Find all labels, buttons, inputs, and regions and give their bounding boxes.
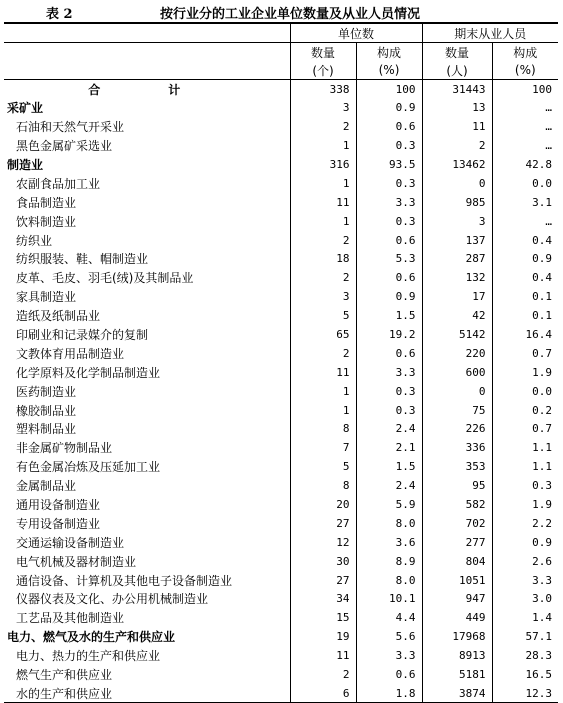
staff-composition: … <box>492 212 558 231</box>
table-row <box>4 382 558 401</box>
table-row <box>4 231 558 250</box>
staff-count: 11 <box>422 117 492 136</box>
industry-name: 农副食品加工业 <box>16 176 101 191</box>
industry-name: 造纸及纸制品业 <box>16 309 101 324</box>
unit-count: 7 <box>290 438 356 457</box>
header-composition-staff: 构成 <box>492 43 558 62</box>
staff-count: 3 <box>422 212 492 231</box>
table-row <box>4 287 558 306</box>
staff-composition: … <box>492 136 558 155</box>
staff-composition: 3.3 <box>492 571 558 590</box>
unit-composition: 10.1 <box>356 590 422 609</box>
table-row <box>4 438 558 457</box>
staff-composition: 1.9 <box>492 363 558 382</box>
unit-count: 3 <box>290 98 356 117</box>
staff-composition: 16.5 <box>492 665 558 684</box>
table-row <box>4 212 558 231</box>
staff-count: 3874 <box>422 684 492 703</box>
unit-count: 34 <box>290 590 356 609</box>
unit-count: 19 <box>290 627 356 646</box>
unit-composition: 2.4 <box>356 420 422 439</box>
table-row <box>4 401 558 420</box>
unit-composition: 0.3 <box>356 401 422 420</box>
staff-composition: 3.1 <box>492 193 558 212</box>
industry-name: 化学原料及化学制品制造业 <box>16 365 161 380</box>
staff-count: 137 <box>422 231 492 250</box>
staff-count: 600 <box>422 363 492 382</box>
staff-count: 226 <box>422 420 492 439</box>
table-row <box>4 363 558 382</box>
unit-count: 1 <box>290 174 356 193</box>
staff-composition: 2.6 <box>492 552 558 571</box>
industry-table <box>4 22 558 703</box>
industry-name: 通用设备制造业 <box>16 498 101 513</box>
unit-count: 316 <box>290 155 356 174</box>
staff-count: 17 <box>422 287 492 306</box>
table-row <box>4 684 558 703</box>
staff-composition: 1.1 <box>492 438 558 457</box>
header-quantity-units: 数量 <box>290 43 356 62</box>
staff-count: 985 <box>422 193 492 212</box>
unit-composition: 0.3 <box>356 136 422 155</box>
table-row <box>4 136 558 155</box>
table-row <box>4 325 558 344</box>
table-row <box>4 590 558 609</box>
unit-count: 18 <box>290 250 356 269</box>
unit-count: 2 <box>290 231 356 250</box>
unit-people-label: (人) <box>422 61 492 80</box>
unit-count: 5 <box>290 457 356 476</box>
table-row <box>4 420 558 439</box>
table-row <box>4 646 558 665</box>
title-row <box>0 0 563 20</box>
category-row <box>4 155 558 174</box>
staff-composition: 0.0 <box>492 174 558 193</box>
unit-percent-label: (%) <box>492 61 558 80</box>
unit-count: 1 <box>290 136 356 155</box>
unit-composition: 0.3 <box>356 212 422 231</box>
staff-composition: 0.4 <box>492 231 558 250</box>
industry-name: 皮革、毛皮、羽毛(绒)及其制品业 <box>16 271 194 286</box>
header-blank <box>4 23 290 43</box>
unit-count: 3 <box>290 287 356 306</box>
unit-composition: 1.5 <box>356 457 422 476</box>
industry-name: 水的生产和供应业 <box>4 684 290 703</box>
unit-composition: 0.3 <box>356 382 422 401</box>
table-row <box>4 344 558 363</box>
staff-composition: 0.1 <box>492 287 558 306</box>
staff-composition: 1.9 <box>492 495 558 514</box>
staff-count: 336 <box>422 438 492 457</box>
table-row <box>4 514 558 533</box>
table-row <box>4 665 558 684</box>
staff-composition: 0.7 <box>492 344 558 363</box>
industry-name: 石油和天然气开采业 <box>16 120 125 135</box>
table-row <box>4 476 558 495</box>
industry-name: 制造业 <box>7 158 44 172</box>
industry-name: 电力、热力的生产和供应业 <box>16 649 161 664</box>
staff-composition: 0.9 <box>492 250 558 269</box>
unit-count: 8 <box>290 476 356 495</box>
unit-count: 11 <box>290 646 356 665</box>
table-row <box>4 306 558 325</box>
industry-name: 医药制造业 <box>16 384 77 399</box>
staff-composition: 1.4 <box>492 608 558 627</box>
unit-composition: 8.0 <box>356 571 422 590</box>
unit-composition: 3.3 <box>356 193 422 212</box>
industry-name: 印刷业和记录媒介的复制 <box>16 328 149 343</box>
industry-name: 纺织业 <box>16 233 53 248</box>
industry-name: 饮料制造业 <box>16 214 77 229</box>
unit-composition: 1.8 <box>356 684 422 703</box>
unit-count: 2 <box>290 665 356 684</box>
unit-composition: 3.3 <box>356 646 422 665</box>
category-row <box>4 98 558 117</box>
staff-composition: 0.2 <box>492 401 558 420</box>
staff-composition: 1.1 <box>492 457 558 476</box>
table-body <box>4 80 558 703</box>
total-row <box>4 80 558 99</box>
unit-count: 1 <box>290 212 356 231</box>
industry-name: 交通运输设备制造业 <box>16 535 125 550</box>
unit-composition: 0.9 <box>356 287 422 306</box>
industry-name: 工艺品及其他制造业 <box>16 611 125 626</box>
industry-name: 纺织服装、鞋、帽制造业 <box>16 252 149 267</box>
staff-composition: 28.3 <box>492 646 558 665</box>
unit-composition: 3.3 <box>356 363 422 382</box>
table-number: 表 2 <box>46 7 73 22</box>
unit-composition: 3.6 <box>356 533 422 552</box>
industry-name: 仪器仪表及文化、办公用机械制造业 <box>16 592 209 607</box>
table-row <box>4 193 558 212</box>
industry-name: 非金属矿物制品业 <box>16 441 113 456</box>
industry-name: 电力、燃气及水的生产和供应业 <box>7 630 176 645</box>
staff-count: 287 <box>422 250 492 269</box>
staff-composition: 3.0 <box>492 590 558 609</box>
unit-composition: 19.2 <box>356 325 422 344</box>
unit-count: 15 <box>290 608 356 627</box>
unit-count: 20 <box>290 495 356 514</box>
unit-count: 8 <box>290 420 356 439</box>
unit-count: 6 <box>290 684 356 703</box>
staff-composition: 0.0 <box>492 382 558 401</box>
staff-composition: 16.4 <box>492 325 558 344</box>
staff-composition: 0.7 <box>492 420 558 439</box>
industry-name: 家具制造业 <box>16 290 77 305</box>
header-row-groups <box>4 23 558 43</box>
unit-composition: 2.4 <box>356 476 422 495</box>
staff-count: 0 <box>422 382 492 401</box>
unit-composition: 4.4 <box>356 608 422 627</box>
unit-count: 27 <box>290 571 356 590</box>
header-row-measures <box>4 43 558 62</box>
table-row <box>4 250 558 269</box>
header-group-staff: 期末从业人员 <box>422 23 558 43</box>
staff-composition: 0.9 <box>492 533 558 552</box>
staff-count: 2 <box>422 136 492 155</box>
staff-composition: 12.3 <box>492 684 558 703</box>
staff-composition: 0.4 <box>492 268 558 287</box>
unit-composition: 1.5 <box>356 306 422 325</box>
staff-count: 8913 <box>422 646 492 665</box>
staff-composition: … <box>492 117 558 136</box>
unit-count: 2 <box>290 344 356 363</box>
table-row <box>4 174 558 193</box>
unit-composition: 0.6 <box>356 344 422 363</box>
unit-count: 11 <box>290 193 356 212</box>
header-composition-units: 构成 <box>356 43 422 62</box>
staff-composition: 2.2 <box>492 514 558 533</box>
unit-composition: 0.6 <box>356 268 422 287</box>
industry-name: 合 计 <box>88 82 209 97</box>
header-group-units: 单位数 <box>290 23 422 43</box>
staff-count: 42 <box>422 306 492 325</box>
industry-name: 电气机械及器材制造业 <box>16 554 137 569</box>
staff-count: 582 <box>422 495 492 514</box>
unit-count: 65 <box>290 325 356 344</box>
unit-count: 1 <box>290 382 356 401</box>
table-row <box>4 117 558 136</box>
unit-composition: 8.9 <box>356 552 422 571</box>
unit-count: 5 <box>290 306 356 325</box>
staff-composition: 57.1 <box>492 627 558 646</box>
staff-count: 220 <box>422 344 492 363</box>
unit-composition: 93.5 <box>356 155 422 174</box>
industry-name: 专用设备制造业 <box>16 516 101 531</box>
staff-composition: 0.3 <box>492 476 558 495</box>
table-row <box>4 268 558 287</box>
unit-composition: 5.3 <box>356 250 422 269</box>
table-row <box>4 533 558 552</box>
staff-composition: 42.8 <box>492 155 558 174</box>
unit-count: 11 <box>290 363 356 382</box>
unit-count: 338 <box>290 80 356 99</box>
unit-count-label: (个) <box>290 61 356 80</box>
staff-count: 31443 <box>422 80 492 99</box>
industry-name: 文教体育用品制造业 <box>16 346 125 361</box>
unit-percent-label: (%) <box>356 61 422 80</box>
unit-composition: 0.6 <box>356 117 422 136</box>
staff-composition: … <box>492 98 558 117</box>
industry-name: 有色金属冶炼及压延加工业 <box>16 460 161 475</box>
unit-composition: 0.6 <box>356 665 422 684</box>
staff-count: 947 <box>422 590 492 609</box>
industry-name: 塑料制品业 <box>16 422 77 437</box>
unit-count: 12 <box>290 533 356 552</box>
unit-count: 27 <box>290 514 356 533</box>
staff-count: 5181 <box>422 665 492 684</box>
industry-name: 燃气生产和供应业 <box>16 668 113 683</box>
staff-count: 449 <box>422 608 492 627</box>
staff-count: 0 <box>422 174 492 193</box>
unit-composition: 5.9 <box>356 495 422 514</box>
unit-composition: 0.6 <box>356 231 422 250</box>
staff-count: 1051 <box>422 571 492 590</box>
staff-count: 132 <box>422 268 492 287</box>
industry-name: 橡胶制品业 <box>16 403 77 418</box>
table-row <box>4 457 558 476</box>
header-quantity-staff: 数量 <box>422 43 492 62</box>
staff-composition: 100 <box>492 80 558 99</box>
staff-count: 17968 <box>422 627 492 646</box>
staff-count: 75 <box>422 401 492 420</box>
staff-count: 804 <box>422 552 492 571</box>
unit-count: 2 <box>290 117 356 136</box>
industry-name: 金属制品业 <box>16 479 77 494</box>
unit-composition: 5.6 <box>356 627 422 646</box>
staff-count: 13462 <box>422 155 492 174</box>
header-row-units <box>4 61 558 80</box>
industry-name: 通信设备、计算机及其他电子设备制造业 <box>16 573 233 588</box>
staff-composition: 0.1 <box>492 306 558 325</box>
unit-composition: 100 <box>356 80 422 99</box>
unit-composition: 8.0 <box>356 514 422 533</box>
table-title: 按行业分的工业企业单位数量及从业人员情况 <box>160 7 421 22</box>
staff-count: 5142 <box>422 325 492 344</box>
category-row <box>4 627 558 646</box>
unit-composition: 2.1 <box>356 438 422 457</box>
industry-name: 黑色金属矿采选业 <box>16 139 113 154</box>
unit-count: 2 <box>290 268 356 287</box>
unit-composition: 0.9 <box>356 98 422 117</box>
table-row <box>4 608 558 627</box>
industry-name: 采矿业 <box>7 101 44 116</box>
staff-count: 13 <box>422 98 492 117</box>
unit-composition: 0.3 <box>356 174 422 193</box>
staff-count: 353 <box>422 457 492 476</box>
staff-count: 95 <box>422 476 492 495</box>
table-row <box>4 571 558 590</box>
table-row <box>4 495 558 514</box>
staff-count: 277 <box>422 533 492 552</box>
table-row <box>4 552 558 571</box>
unit-count: 30 <box>290 552 356 571</box>
staff-count: 702 <box>422 514 492 533</box>
unit-count: 1 <box>290 401 356 420</box>
industry-name: 食品制造业 <box>16 195 77 210</box>
